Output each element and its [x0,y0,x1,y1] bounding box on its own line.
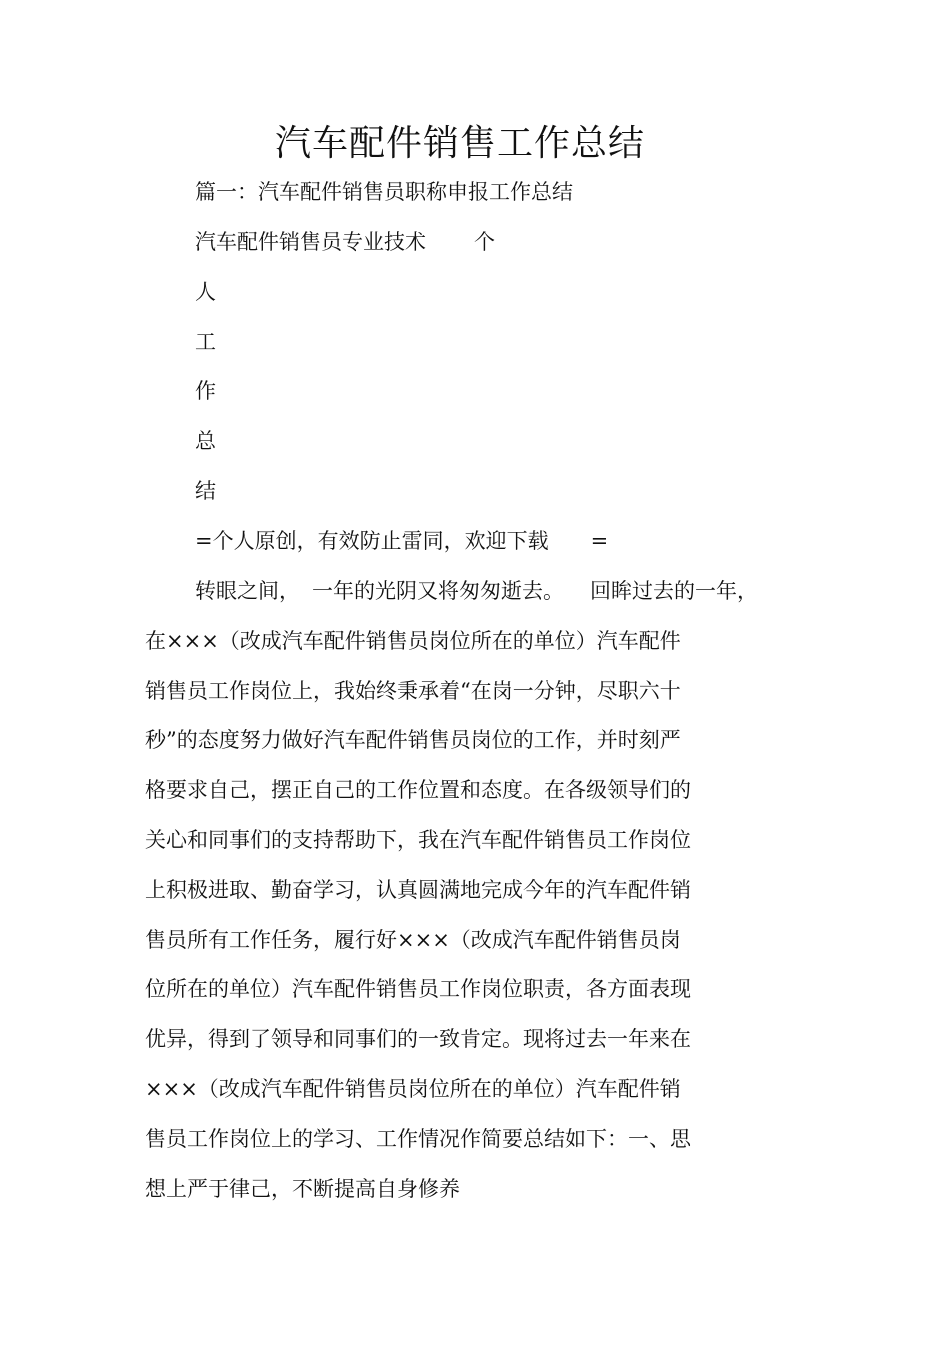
body-line: ×××（改成汽车配件销售员岗位所在的单位）汽车配件销 [145,1077,681,1101]
intro-line [195,576,758,606]
body-line: 上积极进取、勤奋学习，认真圆满地完成今年的汽车配件销 [145,878,691,902]
notice-end: = [590,529,609,553]
document-subtitle: 篇一：汽车配件销售员职称申报工作总结 [195,180,573,204]
body-line: 售员所有工作任务，履行好×××（改成汽车配件销售员岗 [145,928,681,952]
body-line: 关心和同事们的支持帮助下，我在汽车配件销售员工作岗位 [145,828,691,852]
body-line: 优异，得到了领导和同事们的一致肯定。现将过去一年来在 [145,1027,691,1051]
vertical-char: 工 [195,330,216,354]
heading-text: 汽车配件销售员专业技术 [195,230,426,254]
heading-line [195,227,495,257]
body-line: 位所在的单位）汽车配件销售员工作岗位职责，各方面表现 [145,977,691,1001]
intro-text-b: 一年的光阴又将匆匆逝去。 [312,579,564,603]
vertical-char: 人 [195,280,216,304]
vertical-char: 总 [195,429,216,453]
body-line: 售员工作岗位上的学习、工作情况作简要总结如下：一、思 [145,1127,691,1151]
body-line: 在×××（改成汽车配件销售员岗位所在的单位）汽车配件 [145,629,681,653]
body-line: 想上严于律己，不断提高自身修养 [145,1177,460,1201]
vertical-char: 作 [195,379,216,403]
document-title: 汽车配件销售工作总结 [274,123,645,164]
body-line: 秒”的态度努力做好汽车配件销售员岗位的工作，并时刻严 [145,728,681,752]
body-line: 销售员工作岗位上，我始终秉承着“在岗一分钟，尽职六十 [145,679,681,703]
intro-text-a: 转眼之间， [195,579,300,603]
heading-tail: 个 [474,230,495,254]
notice-text: =个人原创，有效防止雷同，欢迎下载 [195,529,549,553]
vertical-char: 结 [195,479,216,503]
intro-text-c: 回眸过去的一年， [590,579,758,603]
notice-line [195,526,608,556]
body-line: 格要求自己，摆正自己的工作位置和态度。在各级领导们的 [145,778,691,802]
